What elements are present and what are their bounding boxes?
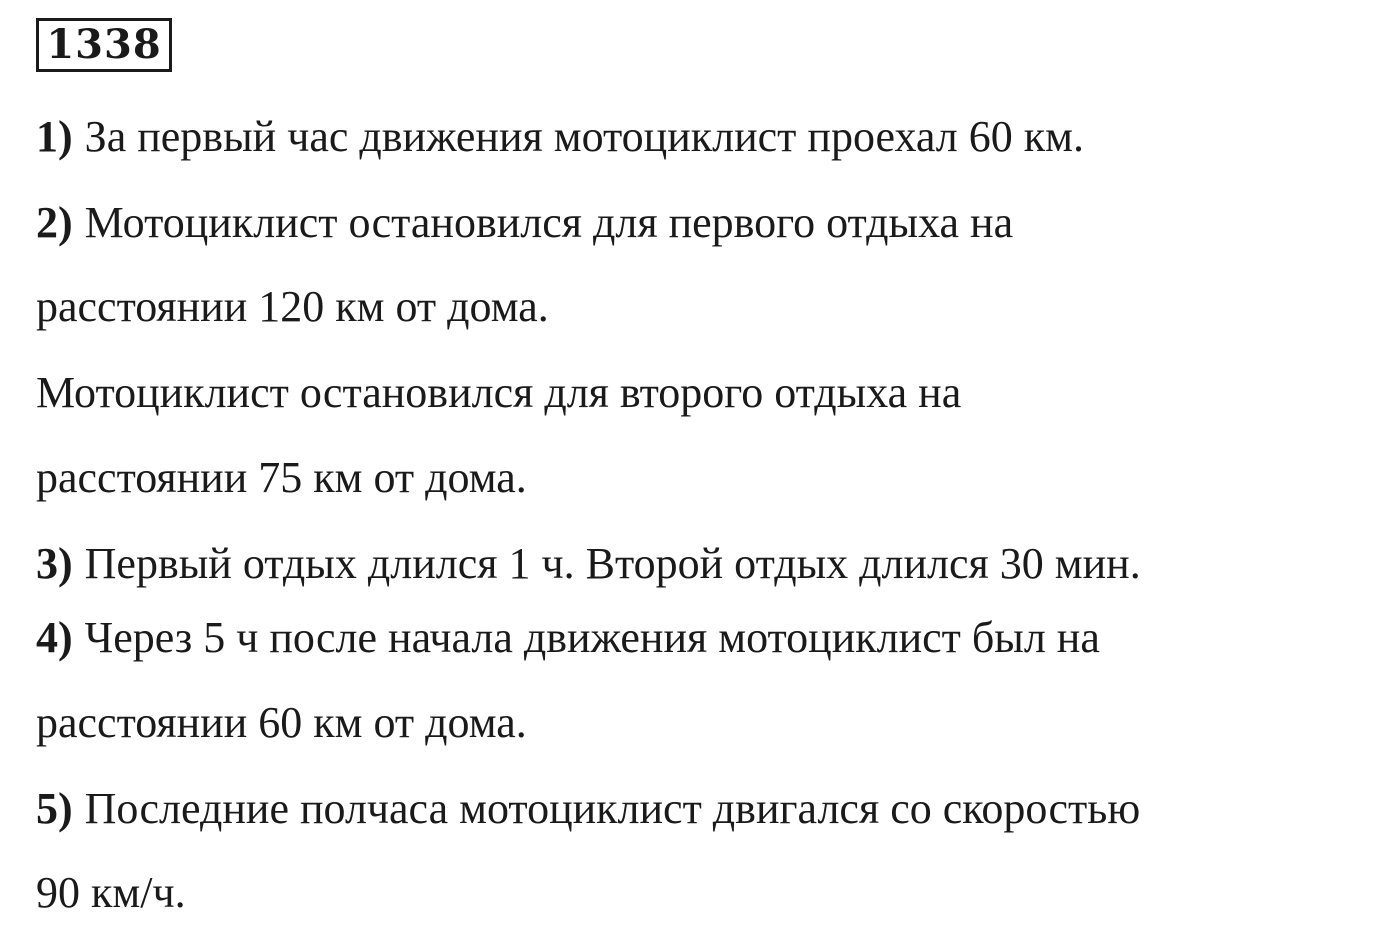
answer-line-continuation (36, 696, 527, 750)
answer-text: За первый час движения мотоциклист проехал 60 км. (84, 112, 1084, 161)
answer-text: расстоянии 60 км от дома. (36, 698, 527, 747)
answer-line-continuation (36, 366, 961, 420)
answer-line-3 (36, 537, 1141, 591)
answer-line-continuation (36, 866, 186, 920)
answer-text: Мотоциклист остановился для второго отдыха на (36, 368, 962, 417)
answer-number-3: 3) (36, 539, 73, 588)
answer-line-4 (36, 611, 1100, 665)
problem-number: 1338 (36, 18, 172, 72)
answer-line-5 (36, 782, 1140, 836)
answer-line-continuation (36, 451, 527, 505)
answer-number-1: 1) (36, 112, 73, 161)
answer-text: Мотоциклист остановился для первого отдыха на (84, 198, 1014, 247)
answer-text: Первый отдых длился 1 ч. Второй отдых длился 30 мин. (84, 539, 1141, 588)
answer-text: Через 5 ч после начала движения мотоциклист был на (84, 613, 1100, 662)
answer-number-2: 2) (36, 198, 73, 247)
answer-line-2 (36, 196, 1013, 250)
answer-number-4: 4) (36, 613, 73, 662)
answer-text: расстоянии 75 км от дома. (36, 453, 527, 502)
answer-line-continuation (36, 280, 549, 334)
answer-line-1 (36, 110, 1084, 164)
answer-text: Последние полчаса мотоциклист двигался со скоростью (84, 784, 1141, 833)
answer-text: расстоянии 120 км от дома. (36, 282, 549, 331)
answer-text: 90 км/ч. (36, 868, 186, 917)
answer-number-5: 5) (36, 784, 73, 833)
